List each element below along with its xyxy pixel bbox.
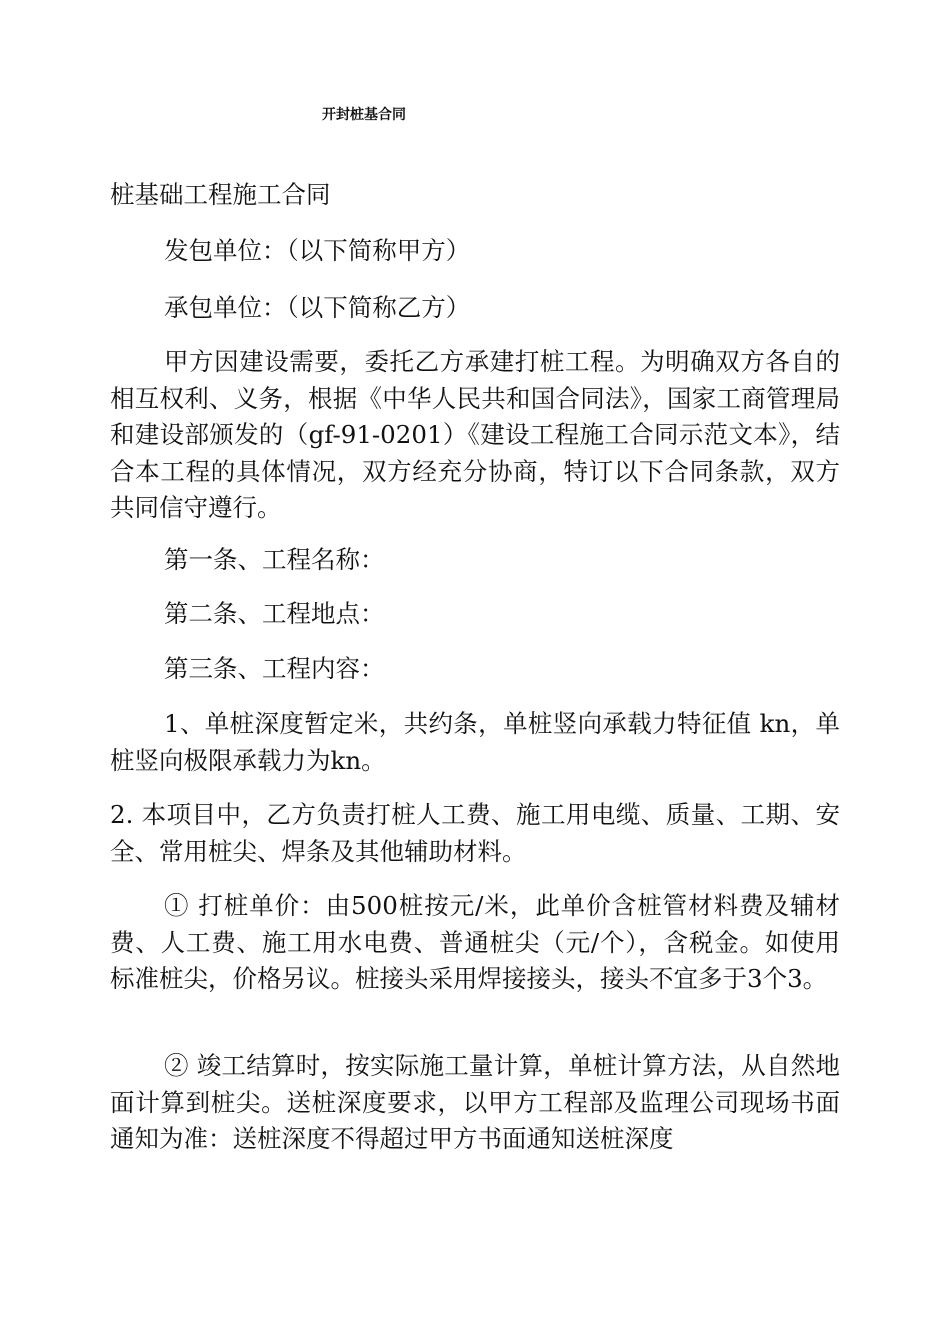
employer-line: 发包单位：（以下简称甲方） [164, 236, 471, 265]
article-3-project-content: 第三条、工程内容： [164, 654, 385, 683]
article-1-project-name: 第一条、工程名称： [164, 545, 385, 574]
clause-1-pile-depth: 1、单桩深度暂定米，共约条，单桩竖向承载力特征值 kn，单桩竖向极限承载力为kn。 [110, 709, 840, 775]
contractor-line: 承包单位：（以下简称乙方） [164, 293, 471, 322]
clause-2-contractor-responsibility: 2. 本项目中，乙方负责打桩人工费、施工用电缆、质量、工期、安全、常用桩尖、焊条及其他辅助材料。 [110, 800, 840, 866]
clause-final-settlement: ② 竣工结算时，按实际施工量计算，单桩计算方法，从自然地面计算到桩尖。送桩深度要求，以甲方工程部及监理公司现场书面通知为准：送桩深度不得超过甲方书面通知送桩深度 [110, 1051, 840, 1153]
article-2-project-location: 第二条、工程地点： [164, 599, 385, 628]
clause-unit-price: ① 打桩单价：由500桩按元/米，此单价含桩管材料费及辅材费、人工费、施工用水电费、普通桩尖（元/个），含税金。如使用标准桩尖，价格另议。桩接头采用焊接接头，接头不宜多于3个3。 [110, 891, 840, 993]
preamble-paragraph: 甲方因建设需要，委托乙方承建打桩工程。为明确双方各自的相互权利、义务，根据《中华人民共和国合同法》，国家工商管理局和建设部颁发的（gf-91-0201）《建设工程施工合同示范文本》，结合本工程的具体情况，双方经充分协商，特订以下合同条款，双方共同信守遵行。 [110, 347, 840, 522]
document-title: 开封桩基合同 [322, 107, 406, 123]
contract-heading: 桩基础工程施工合同 [110, 180, 331, 209]
